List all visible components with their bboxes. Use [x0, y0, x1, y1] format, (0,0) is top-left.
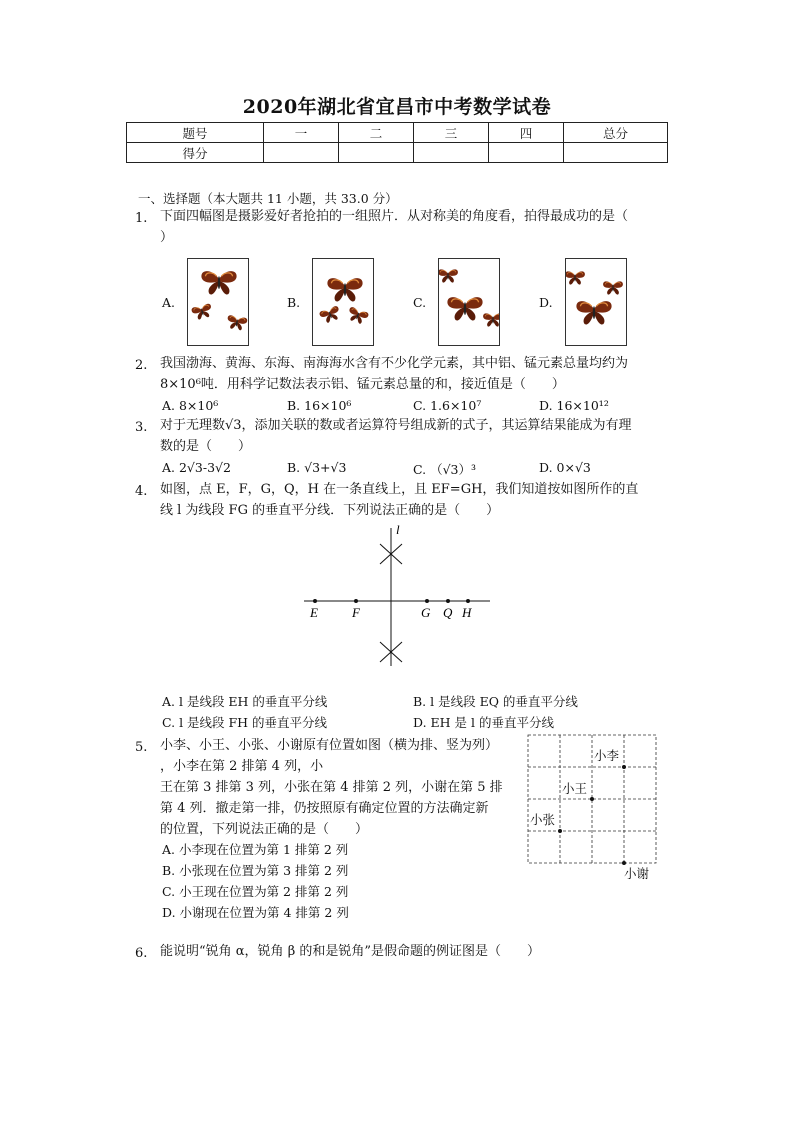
q5-option-d: D. 小谢现在位置为第 4 排第 2 列 [162, 905, 349, 920]
q5-stem-line4: 第 4 列．撤走第一排，仍按照原有确定位置的方法确定新 [160, 801, 489, 816]
q1-number: 1. [135, 211, 148, 226]
q3-option-b: B. √3+√3 [287, 460, 347, 475]
q1-option-label-d: D. [539, 295, 553, 310]
q1-option-label-c: C. [413, 295, 427, 310]
q4-option-a: A. l 是线段 EH 的垂直平分线 [162, 694, 328, 709]
point-f [354, 599, 358, 603]
q5-number: 5. [135, 740, 148, 755]
q1-option-label-a: A. [162, 295, 176, 310]
q2-option-a: A. 8×10⁶ [162, 398, 219, 413]
q4-stem-line1: 如图，点 E，F，G，Q，H 在一条直线上，且 EF=GH，我们知道按如图所作的直 [160, 482, 639, 497]
q5-stem-line5: 的位置，下列说法正确的是（ ） [160, 822, 369, 837]
score-header-cell: 题号 [127, 123, 264, 143]
q3-option-c: C. （√3）³ [413, 462, 476, 477]
q1-stem-line2: ） [160, 230, 174, 245]
label-xiaoli: 小李 [594, 748, 620, 763]
point-h [466, 599, 470, 603]
q6-number: 6. [135, 946, 148, 961]
q4-option-d: D. EH 是 l 的垂直平分线 [413, 715, 554, 730]
q5-stem-line2: ，小李在第 2 排第 4 列，小 [160, 759, 324, 774]
q2-option-b: B. 16×10⁶ [287, 398, 352, 413]
score-table-score-row [127, 143, 668, 163]
score-header-cell: 三 [414, 123, 489, 143]
q6-stem-line1: 能说明“锐角 α，锐角 β 的和是锐角”是假命题的例证图是（ ） [160, 944, 540, 959]
score-header-cell: 一 [264, 123, 339, 143]
section-heading: 一、选择题（本大题共 11 小题，共 33.0 分） [138, 191, 398, 206]
q3-number: 3. [135, 420, 148, 435]
q5-stem-line3: 王在第 3 排第 3 列，小张在第 4 排第 2 列，小谢在第 5 排 [160, 780, 503, 795]
butterfly-photo-b [313, 259, 373, 345]
label-xiaowang: 小王 [562, 781, 588, 796]
q2-option-c: C. 1.6×10⁷ [413, 398, 482, 413]
score-header-cell: 总分 [564, 123, 668, 143]
score-blank-cell [489, 143, 564, 163]
q2-stem-line2: 8×10⁶吨．用科学记数法表示铝、锰元素总量的和，接近值是（ ） [160, 377, 565, 392]
q5-option-c: C. 小王现在位置为第 2 排第 2 列 [162, 884, 349, 899]
seat-dot-xiaoli [622, 765, 626, 769]
point-q [446, 599, 450, 603]
q3-option-d: D. 0×√3 [539, 460, 591, 475]
q5-stem-line1: 小李、小王、小张、小谢原有位置如图（横为排、竖为列） [160, 738, 499, 753]
butterfly-photo-d [566, 259, 626, 345]
q1-photo-c [438, 258, 500, 346]
score-blank-cell [264, 143, 339, 163]
seat-dot-xiaowang [590, 797, 594, 801]
q4-option-b: B. l 是线段 EQ 的垂直平分线 [413, 694, 578, 709]
q1-option-label-b: B. [287, 295, 301, 310]
q3-option-a: A. 2√3-3√2 [162, 460, 231, 475]
paper-title: 2020年湖北省宜昌市中考数学试卷 [242, 96, 552, 118]
q3-stem-line2: 数的是（ ） [160, 439, 252, 454]
q5-seat-grid [524, 732, 664, 882]
score-row-label: 得分 [127, 143, 264, 163]
label-q: Q [443, 605, 453, 620]
score-header-cell: 四 [489, 123, 564, 143]
q2-option-d: D. 16×10¹² [539, 398, 609, 413]
score-blank-cell [564, 143, 668, 163]
score-header-cell: 二 [339, 123, 414, 143]
q3-stem-line1: 对于无理数√3，添加关联的数或者运算符号组成新的式子，其运算结果能成为有理 [160, 418, 632, 433]
seat-dot-xiaoxie [622, 861, 626, 865]
q1-photo-b [312, 258, 374, 346]
label-e: E [310, 605, 318, 620]
q4-figure [300, 518, 500, 668]
q1-stem-line1: 下面四幅图是摄影爱好者抢拍的一组照片．从对称美的角度看，拍得最成功的是（ [160, 209, 629, 224]
label-xiaoxie: 小谢 [624, 866, 650, 881]
q1-photo-d [565, 258, 627, 346]
q2-number: 2. [135, 358, 148, 373]
label-l: l [396, 522, 400, 537]
q4-stem-line2: 线 l 为线段 FG 的垂直平分线．下列说法正确的是（ ） [160, 503, 500, 518]
q5-option-a: A. 小李现在位置为第 1 排第 2 列 [162, 842, 349, 857]
q2-stem-line1: 我国渤海、黄海、东海、南海海水含有不少化学元素，其中铝、锰元素总量均约为 [160, 356, 629, 371]
q4-number: 4. [135, 484, 148, 499]
seat-dot-xiaozhang [558, 829, 562, 833]
point-g [425, 599, 429, 603]
butterfly-photo-c [439, 259, 499, 345]
q1-photo-a [187, 258, 249, 346]
butterfly-photo-a [188, 259, 248, 345]
score-table-header-row [127, 123, 668, 143]
label-h: H [462, 605, 472, 620]
score-table [126, 122, 668, 163]
label-xiaozhang: 小张 [530, 812, 556, 827]
score-blank-cell [339, 143, 414, 163]
label-f: F [352, 605, 360, 620]
point-e [313, 599, 317, 603]
score-blank-cell [414, 143, 489, 163]
label-g: G [421, 605, 431, 620]
q5-option-b: B. 小张现在位置为第 3 排第 2 列 [162, 863, 349, 878]
q4-option-c: C. l 是线段 FH 的垂直平分线 [162, 715, 328, 730]
